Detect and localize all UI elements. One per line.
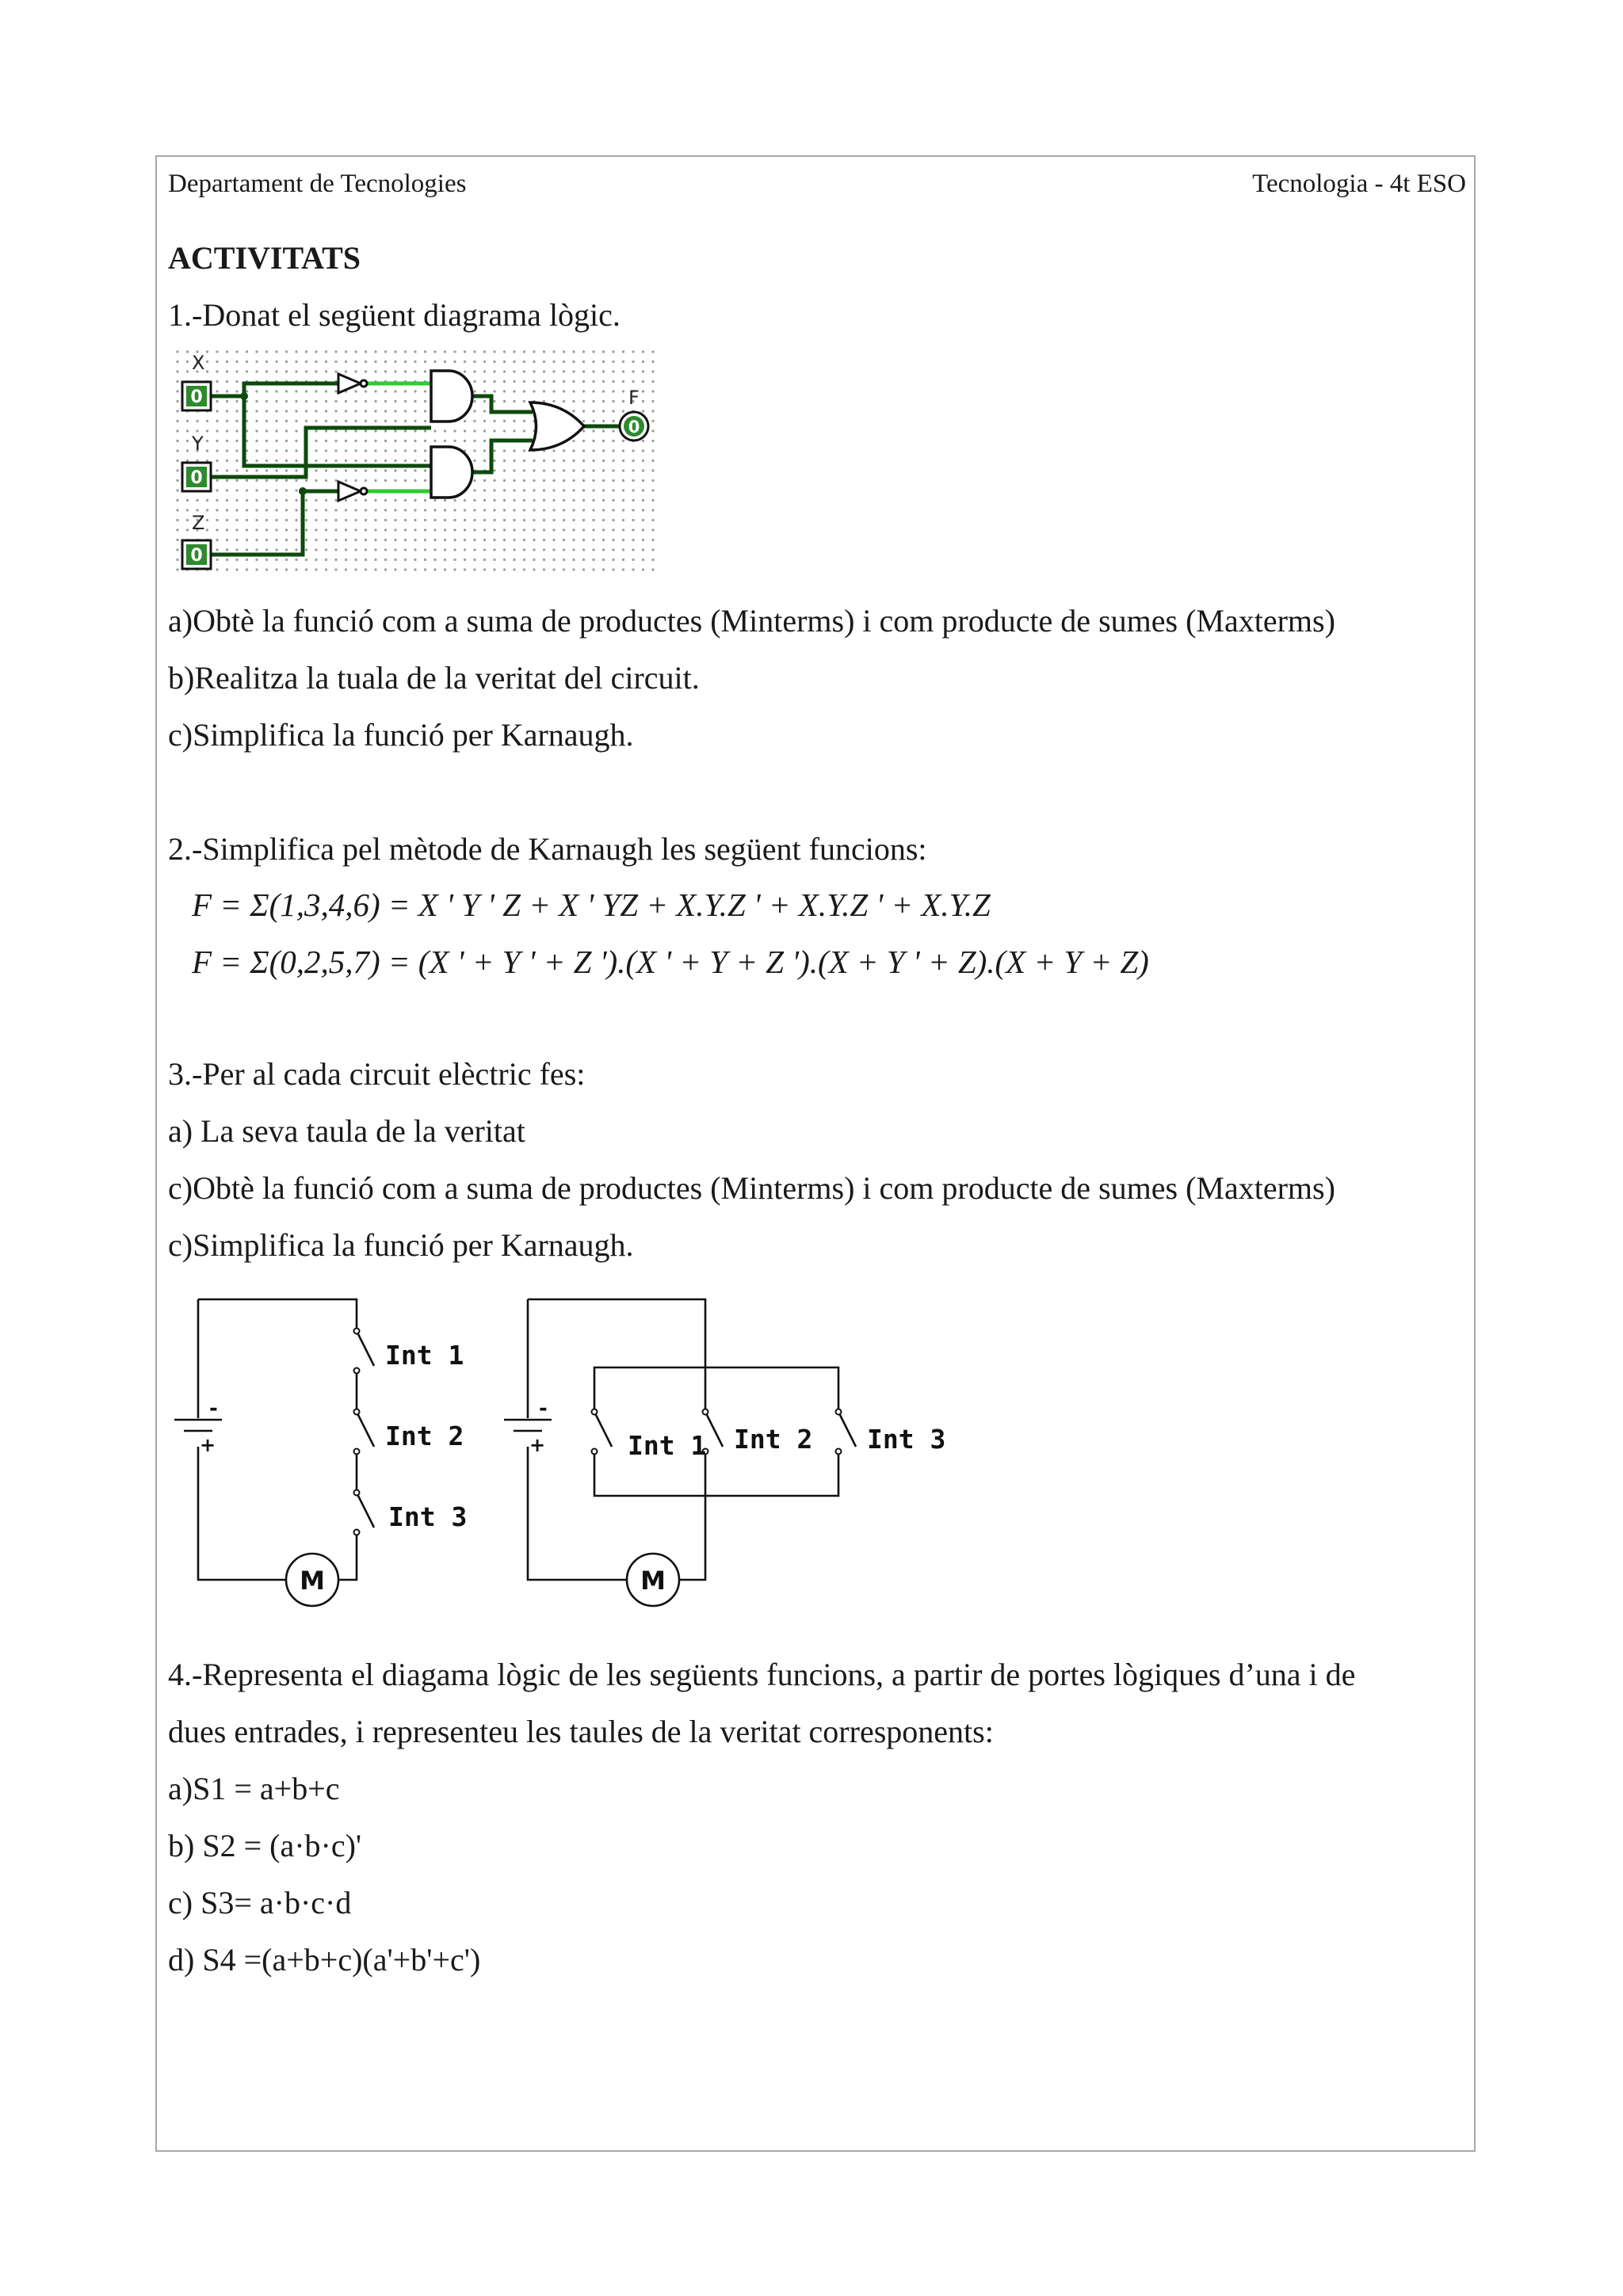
- q4-item-b: b) S2 = (a·b·c)': [168, 1828, 362, 1863]
- output-probe-f: [620, 412, 648, 441]
- q2-function-2: F = Σ(0,2,5,7) = (X ' + Y ' + Z ').(X ' + Y + Z ').(X + Y ' + Z).(X + Y + Z): [192, 944, 1149, 980]
- q4-item-a: a)S1 = a+b+c: [168, 1771, 340, 1806]
- q4-item-d: d) S4 =(a+b+c)(a'+b'+c'): [168, 1942, 481, 1978]
- page-title: ACTIVITATS: [168, 240, 361, 276]
- header-right: Tecnologia - 4t ESO: [1252, 170, 1466, 198]
- series-int-2: Int 2: [385, 1421, 464, 1451]
- q3-item-a: a) La seva taula de la veritat: [168, 1113, 525, 1149]
- junction-dot: [240, 392, 248, 400]
- input-toggle-y[interactable]: [182, 463, 211, 491]
- q1-item-c: c)Simplifica la funció per Karnaugh.: [168, 717, 634, 753]
- svg-text:0: 0: [628, 418, 640, 437]
- series-int-3: Int 3: [388, 1501, 468, 1532]
- q3-item-c: c)Simplifica la funció per Karnaugh.: [168, 1227, 634, 1263]
- q4-title-line-1: 4.-Representa el diagama lògic de les següents funcions, a partir de portes lògiques d’una i de: [168, 1657, 1356, 1692]
- input-label-x: X: [192, 352, 205, 374]
- input-label-z: Z: [192, 512, 205, 534]
- svg-text:0: 0: [190, 468, 203, 488]
- q4-title-line-2: dues entrades, i representeu les taules de la veritat corresponents:: [168, 1714, 994, 1749]
- q1-item-b: b)Realitza la tuala de la veritat del circuit.: [168, 660, 700, 696]
- mixed-int-1: Int 1: [628, 1430, 707, 1461]
- q4-item-c: c) S3= a·b·c·d: [168, 1885, 352, 1920]
- input-toggle-x[interactable]: [182, 382, 211, 410]
- motor-label: M: [300, 1566, 325, 1596]
- svg-text:0: 0: [190, 546, 203, 566]
- output-label-f: F: [628, 387, 640, 409]
- header-left: Departament de Tecnologies: [168, 170, 467, 198]
- series-int-1: Int 1: [385, 1340, 464, 1371]
- mixed-int-3: Int 3: [867, 1424, 946, 1455]
- svg-text:0: 0: [190, 387, 203, 407]
- input-toggle-z[interactable]: [182, 540, 211, 569]
- electric-circuits: [166, 1283, 951, 1632]
- battery-plus: +: [200, 1434, 216, 1456]
- and-gate-top: [431, 371, 472, 421]
- junction-dot: [299, 487, 307, 495]
- and-gate-bottom: [431, 447, 472, 498]
- q2-function-1: F = Σ(1,3,4,6) = X ' Y ' Z + X ' YZ + X.Y.Z ' + X.Y.Z ' + X.Y.Z: [192, 887, 991, 923]
- battery-plus: +: [529, 1434, 546, 1456]
- q3-item-b: c)Obtè la funció com a suma de productes (Minterms) i com producte de sumes (Maxterms): [168, 1170, 1335, 1206]
- input-label-y: Y: [192, 433, 204, 455]
- q1-title: 1.-Donat el següent diagrama lògic.: [168, 297, 621, 333]
- motor-label: M: [640, 1566, 666, 1596]
- battery-minus: -: [539, 1397, 548, 1421]
- battery-minus: -: [209, 1397, 218, 1421]
- q3-title: 3.-Per al cada circuit elèctric fes:: [168, 1056, 586, 1092]
- q2-title: 2.-Simplifica pel mètode de Karnaugh les següent funcions:: [168, 831, 927, 867]
- logic-diagram: [176, 350, 661, 578]
- q1-item-a: a)Obtè la funció com a suma de productes (Minterms) i com producte de sumes (Maxterms): [168, 603, 1335, 639]
- mixed-int-2: Int 2: [734, 1424, 813, 1455]
